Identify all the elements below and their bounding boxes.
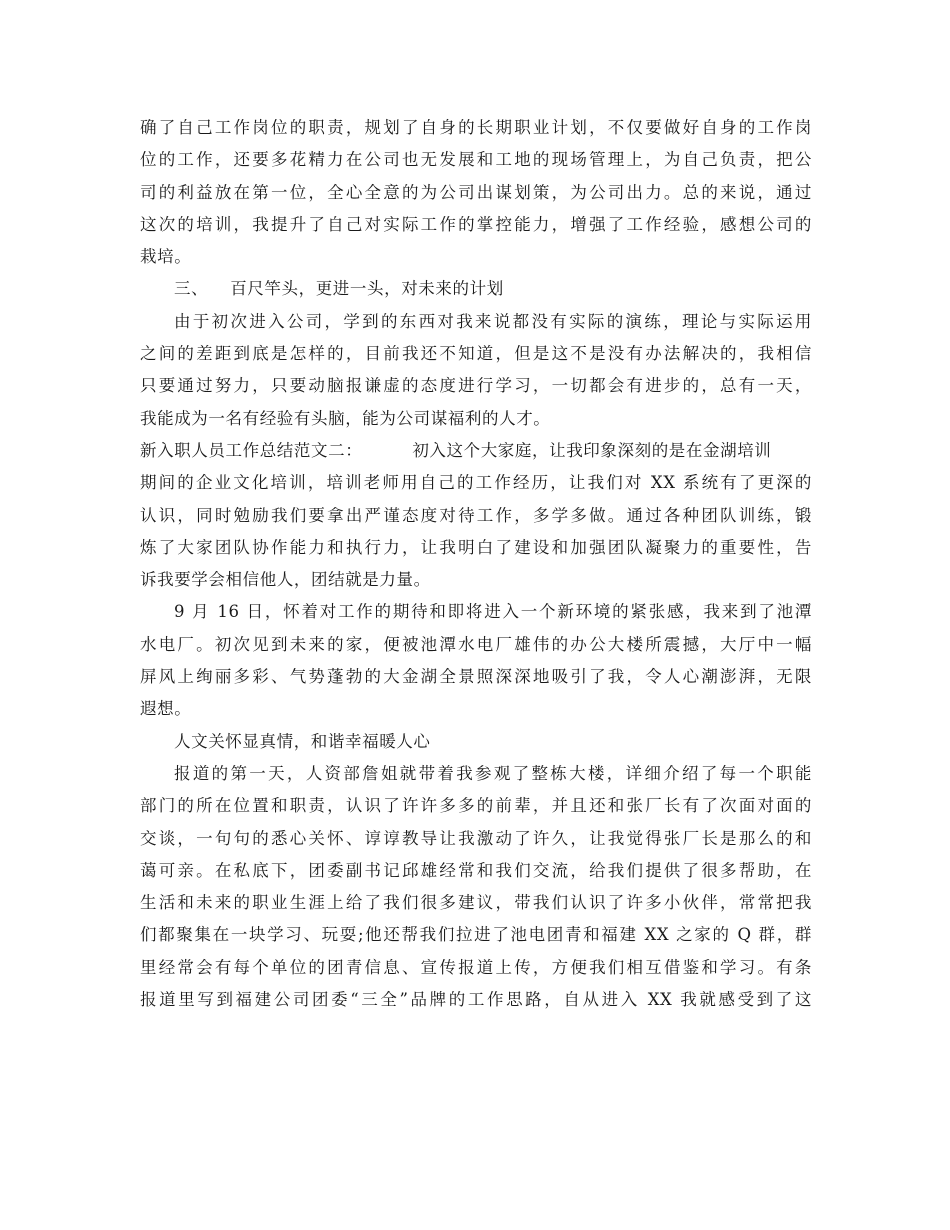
text-line: 初入这个大家庭，让我印象深刻的是在金湖培训 [412,440,772,460]
text-line: 屏风上绚丽多彩、气势蓬勃的大金湖全景照深深地吸引了我，令人心潮澎湃，无限 [140,667,812,687]
text-line: 9 月 16 日，怀着对工作的期待和即将进入一个新环境的紧张感，我来到了池潭 [174,602,812,622]
text-line: 遐想。 [140,699,192,719]
text-line: 我能成为一名有经验有头脑，能为公司谋福利的人才。 [140,408,551,428]
text-line: 这次的培训，我提升了自己对实际工作的掌控能力，增强了工作经验，感想公司的 [140,214,812,234]
text-line: 期间的企业文化培训，培训老师用自己的工作经历，让我们对 XX 系统有了更深的 [140,473,812,493]
text-line: 诉我要学会相信他人，团结就是力量。 [140,570,431,590]
subsection-heading: 人文关怀显真情，和谐幸福暖人心 [174,731,431,751]
text-line: 确了自己工作岗位的职责，规划了自身的长期职业计划，不仅要做好自身的工作岗 [140,118,812,137]
text-line: 之间的差距到底是怎样的，目前我还不知道，但是这不是没有办法解决的，我相信 [140,344,812,364]
text-line: 司的利益放在第一位，全心全意的为公司出谋划策，为公司出力。总的来说，通过 [140,182,812,202]
text-line: 蔼可亲。在私底下，团委副书记邱雄经常和我们交流，给我们提供了很多帮助，在 [140,860,812,880]
text-line: 栽培。 [140,247,192,267]
text-line: 认识，同时勉励我们要拿出严谨态度对待工作，多学多做。通过各种团队训练，锻 [140,505,812,525]
text-line: 生活和未来的职业生涯上给了我们很多建议，带我们认识了许多小伙伴，常常把我 [140,893,812,913]
text-line: 报道的第一天，人资部詹姐就带着我参观了整栋大楼，详细介绍了每一个职能 [174,763,812,783]
section-title: 百尺竿头，更进一头，对未来的计划 [230,279,504,299]
section-number: 三、 [174,279,209,299]
document-body [140,112,812,1016]
article-heading: 新入职人员工作总结范文二： [140,440,363,460]
section-heading [140,273,812,305]
text-line: 里经常会有每个单位的团青信息、宣传报道上传，方便我们相互借鉴和学习。有条 [140,957,812,977]
text-line: 报道里写到福建公司团委“三全”品牌的工作思路，自从进入 XX 我就感受到了这 [140,990,812,1010]
text-line: 位的工作，还要多花精力在公司也无发展和工地的现场管理上，为自己负责，把公 [140,150,812,170]
text-line: 们都聚集在一块学习、玩耍;他还帮我们拉进了池电团青和福建 XX 之家的 Q 群，群 [140,925,812,945]
text-line: 水电厂。初次见到未来的家，便被池潭水电厂雄伟的办公大楼所震撼，大厅中一幅 [140,634,812,654]
text-line: 只要通过努力，只要动脑报谦虚的态度进行学习，一切都会有进步的，总有一天， [140,376,812,396]
article-heading-line [140,435,812,467]
text-line: 交谈，一句句的悉心关怀、谆谆教导让我激动了许久，让我觉得张厂长是那么的和 [140,828,812,848]
text-line: 炼了大家团队协作能力和执行力，让我明白了建设和加强团队凝聚力的重要性，告 [140,537,812,557]
text-line: 由于初次进入公司，学到的东西对我来说都没有实际的演练，理论与实际运用 [174,311,812,331]
text-line: 部门的所在位置和职责，认识了许许多多的前辈，并且还和张厂长有了次面对面的 [140,796,812,816]
